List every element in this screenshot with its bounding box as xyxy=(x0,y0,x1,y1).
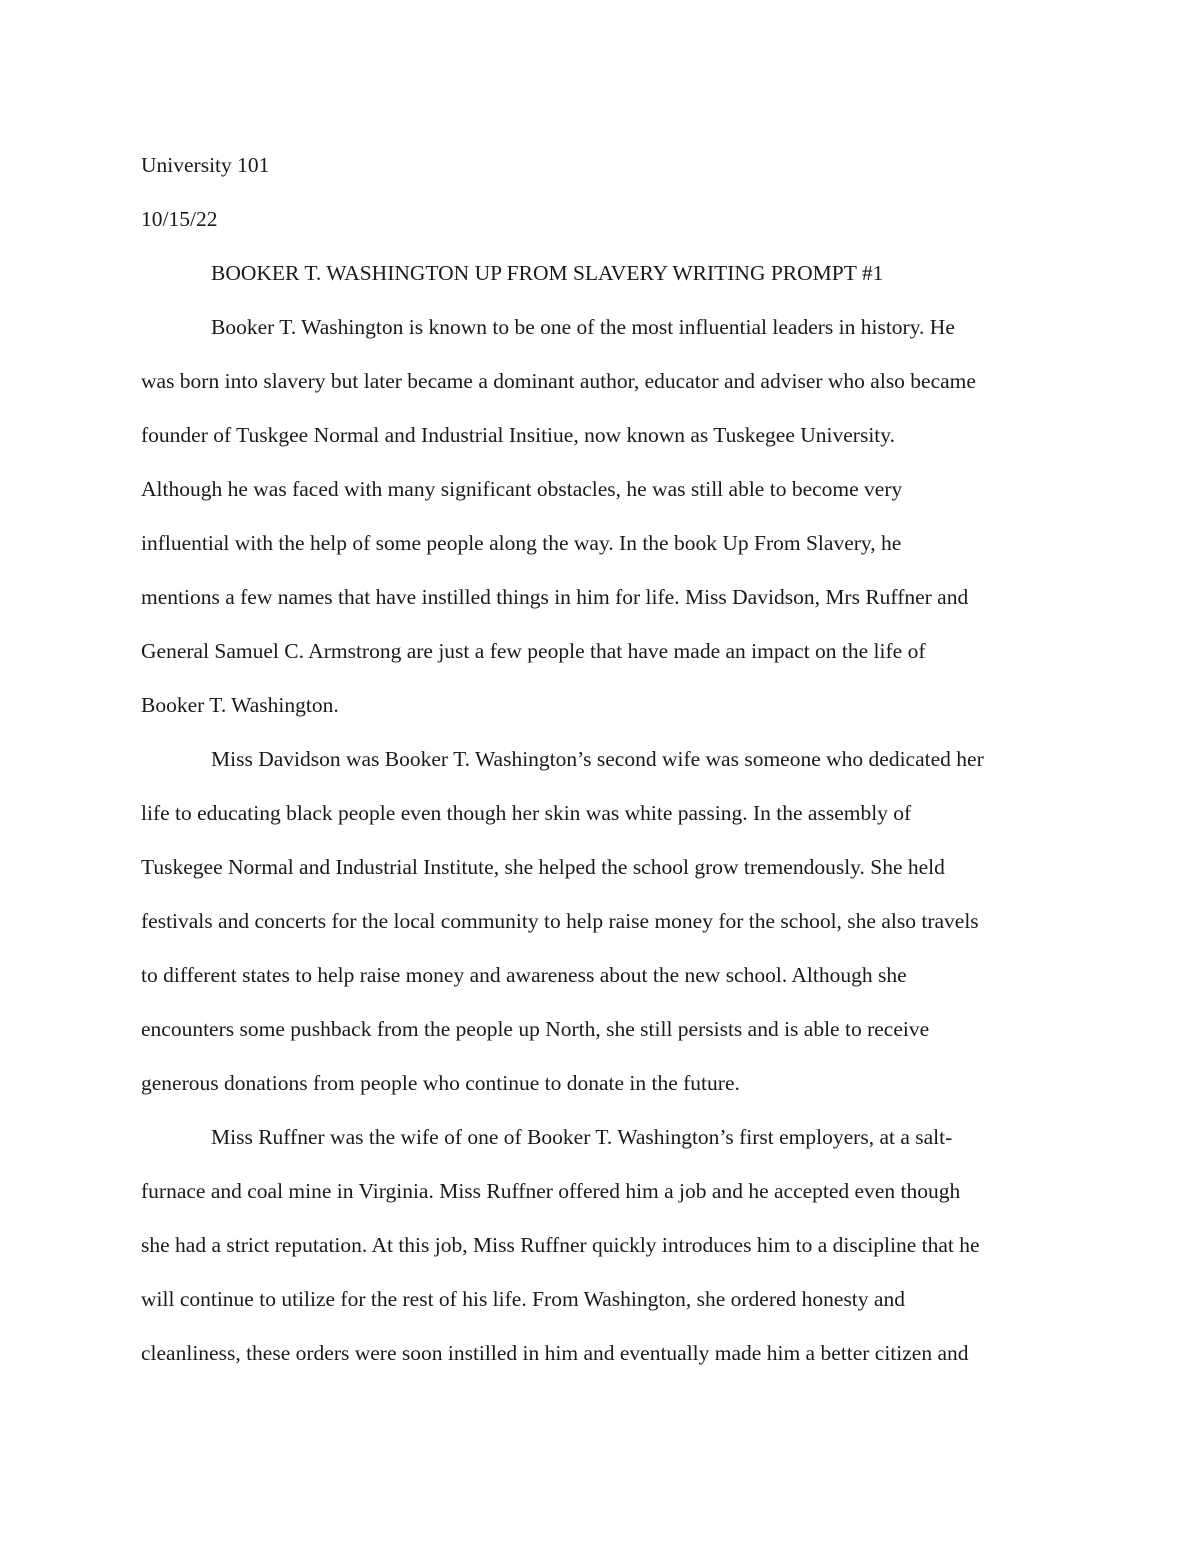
document-date: 10/15/22 xyxy=(141,207,218,231)
paragraph-line: festivals and concerts for the local community to help raise money for the school, she also travels xyxy=(141,909,979,933)
paragraph-line: Miss Ruffner was the wife of one of Booker T. Washington’s first employers, at a salt- xyxy=(211,1125,953,1149)
document-title: BOOKER T. WASHINGTON UP FROM SLAVERY WRITING PROMPT #1 xyxy=(211,261,884,285)
paragraph-line: founder of Tuskgee Normal and Industrial Insitiue, now known as Tuskegee University. xyxy=(141,423,896,447)
course-name: University 101 xyxy=(141,153,270,177)
paragraph-line: generous donations from people who continue to donate in the future. xyxy=(141,1071,740,1095)
paragraph-line: Booker T. Washington. xyxy=(141,693,339,717)
paragraph-line: cleanliness, these orders were soon instilled in him and eventually made him a better citizen and xyxy=(141,1341,969,1365)
paragraph xyxy=(141,1110,1063,1380)
paragraph-line: influential with the help of some people along the way. In the book Up From Slavery, he xyxy=(141,531,902,555)
paragraph xyxy=(141,732,1063,1110)
paragraph-line: Tuskegee Normal and Industrial Institute, she helped the school grow tremendously. She held xyxy=(141,855,945,879)
paragraph-line: furnace and coal mine in Virginia. Miss Ruffner offered him a job and he accepted even though xyxy=(141,1179,961,1203)
paragraph-line: Booker T. Washington is known to be one of the most influential leaders in history. He xyxy=(211,315,955,339)
paragraph-line: Although he was faced with many significant obstacles, he was still able to become very xyxy=(141,477,903,501)
paragraph-line: to different states to help raise money and awareness about the new school. Although she xyxy=(141,963,907,987)
paragraph-line: Miss Davidson was Booker T. Washington’s second wife was someone who dedicated her xyxy=(211,747,984,771)
paragraph-line: will continue to utilize for the rest of his life. From Washington, she ordered honesty and xyxy=(141,1287,905,1311)
paragraph-line: she had a strict reputation. At this job, Miss Ruffner quickly introduces him to a discipline that he xyxy=(141,1233,980,1257)
paragraph-line: life to educating black people even though her skin was white passing. In the assembly of xyxy=(141,801,912,825)
paragraph-line: General Samuel C. Armstrong are just a few people that have made an impact on the life of xyxy=(141,639,926,663)
paragraph-line: mentions a few names that have instilled things in him for life. Miss Davidson, Mrs Ruffner and xyxy=(141,585,969,609)
paragraph-line: encounters some pushback from the people up North, she still persists and is able to receive xyxy=(141,1017,930,1041)
paragraph xyxy=(141,300,1063,732)
document-body xyxy=(141,138,1063,1380)
paragraph-line: was born into slavery but later became a dominant author, educator and adviser who also became xyxy=(141,369,976,393)
